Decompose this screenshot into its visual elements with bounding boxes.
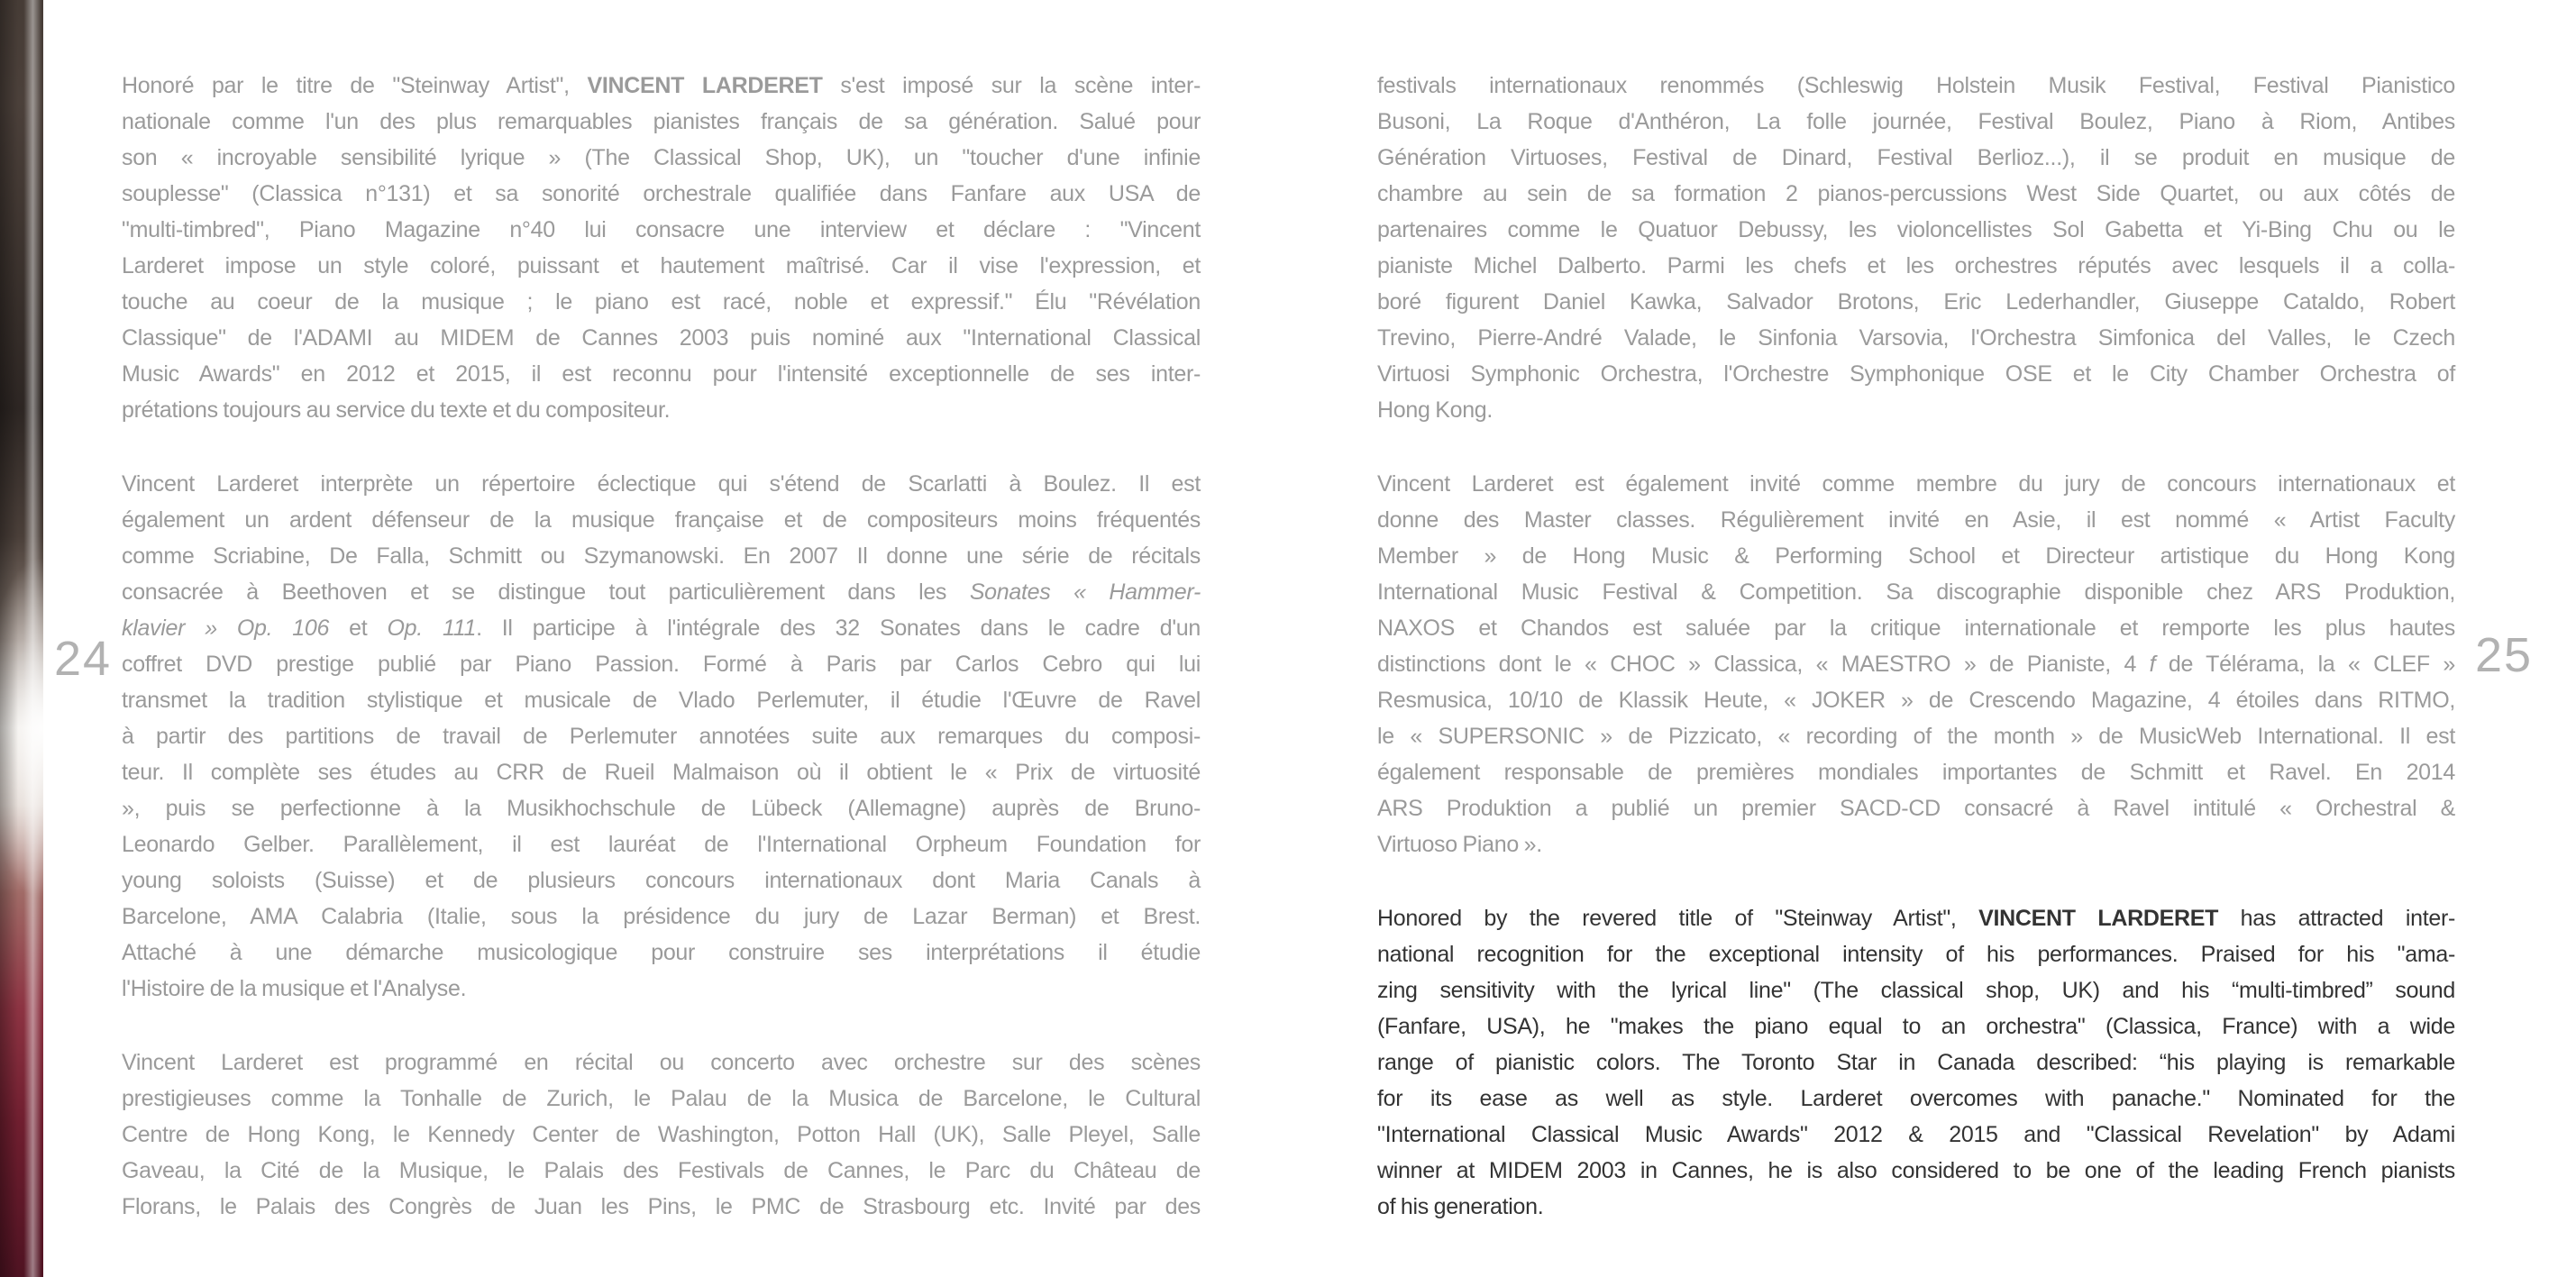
text-run: range of pianistic colors. The Toronto Star in Canada described: “his playing is remarkable [1377,1050,2455,1075]
text-run: Florans, le Palais des Congrès de Juan les Pins, le PMC de Strasbourg etc. Invité par des [122,1194,1201,1219]
text-run: nationale comme l'un des plus remarquables pianistes français de sa génération. Salué pour [122,109,1201,134]
text-line [122,104,1201,140]
text-line [1377,574,2455,610]
text-line [122,212,1201,248]
text-run: Vincent Larderet interprète un répertoire éclectique qui s'étend de Scarlatti à Boulez. Il est [122,471,1201,497]
text-run: teur. Il complète ses études au CRR de Rueil Malmaison où il obtient le « Prix de virtuosité [122,760,1201,785]
text-run: l'Histoire de la musique et l'Analyse. [122,976,467,1001]
text-run: donne des Master classes. Régulièrement invité en Asie, il est nommé « Artist Faculty [1377,507,2455,533]
text-line [122,68,1201,104]
text-run: le « SUPERSONIC » de Pizzicato, « recording of the month » de MusicWeb International. Il est [1377,724,2455,749]
text-line [122,574,1201,610]
text-run: young soloists (Suisse) et de plusieurs concours internationaux dont Maria Canals à [122,868,1201,893]
text-line [122,248,1201,284]
text-line [122,610,1201,646]
text-line [122,1044,1201,1081]
text-run: à partir des partitions de travail de Perlemuter annotées suite aux remarques du composi- [122,724,1201,749]
right-page-text-column [1377,68,2455,1225]
text-line [122,754,1201,790]
text-line [1377,466,2455,502]
text-line [1377,826,2455,862]
text-line [122,971,1201,1007]
text-run: souplesse" (Classica n°131) et sa sonorité orchestrale qualifiée dans Fanfare aux USA de [122,181,1201,206]
text-run: festivals internationaux renommés (Schleswig Holstein Musik Festival, Festival Pianistico [1377,73,2455,98]
text-run: de Télérama, la « CLEF » [2155,652,2455,677]
text-line [1377,392,2455,428]
text-line [1377,176,2455,212]
paragraph [1377,68,2455,428]
text-run: et [329,616,388,641]
text-run: "International Classical Music Awards" 2012 & 2015 and "Classical Revelation" by Adami [1377,1122,2455,1147]
text-run: coffret DVD prestige publié par Piano Passion. Formé à Paris par Carlos Cebro qui lui [122,652,1201,677]
text-line [1377,1153,2455,1189]
text-run: consacrée à Beethoven et se distingue tout particulièrement dans les [122,579,970,605]
text-run: VINCENT LARDERET [587,73,823,98]
text-line [122,1081,1201,1117]
text-run: national recognition for the exceptional intensity of his performances. Praised for his "ama- [1377,942,2455,967]
page-number-right: 25 [2475,628,2534,682]
text-run: Centre de Hong Kong, le Kennedy Center de Washington, Potton Hall (UK), Salle Pleyel, Salle [122,1122,1201,1147]
text-run: Member » de Hong Music & Performing School et Directeur artistique du Hong Kong [1377,543,2455,569]
text-run: Virtuoso Piano ». [1377,832,1542,857]
text-line [1377,754,2455,790]
text-line [1377,1189,2455,1225]
text-run: partenaires comme le Quatuor Debussy, les violoncellistes Sol Gabetta et Yi-Bing Chu ou le [1377,217,2455,242]
text-line [1377,1008,2455,1044]
text-run: également un ardent défenseur de la musique française et de compositeurs moins fréquentés [122,507,1201,533]
text-line [122,284,1201,320]
text-line [1377,646,2455,682]
text-run: klavier » Op. 106 [122,616,330,641]
text-run: Op. 111 [387,616,477,641]
text-line [122,392,1201,428]
paragraph [1377,900,2455,1225]
text-run: ARS Produktion a publié un premier SACD-CD consacré à Ravel intitulé « Orchestral & [1377,796,2455,821]
paragraph [122,1044,1201,1225]
text-run: prestigieuses comme la Tonhalle de Zurich, le Palau de la Musica de Barcelone, le Cultural [122,1086,1201,1111]
text-line [122,1117,1201,1153]
text-run: Gaveau, la Cité de la Musique, le Palais des Festivals de Cannes, le Parc du Château de [122,1158,1201,1183]
text-line [1377,610,2455,646]
text-run: Vincent Larderet est programmé en récital ou concerto avec orchestre sur des scènes [122,1050,1201,1075]
text-run: boré figurent Daniel Kawka, Salvador Brotons, Eric Lederhandler, Giuseppe Cataldo, Robert [1377,289,2455,315]
text-run: Génération Virtuoses, Festival de Dinard, Festival Berlioz...), il se produit en musique de [1377,145,2455,170]
text-line [122,862,1201,898]
text-run: zing sensitivity with the lyrical line" (The classical shop, UK) and his “multi-timbred” sound [1377,978,2455,1003]
text-line [1377,502,2455,538]
text-run: of his generation. [1377,1194,1544,1219]
text-line [122,790,1201,826]
text-line [1377,68,2455,104]
text-line [122,1153,1201,1189]
text-run: Vincent Larderet est également invité comme membre du jury de concours internationaux et [1377,471,2455,497]
text-run: pianiste Michel Dalberto. Parmi les chefs et les orchestres réputés avec lesquels il a colla- [1377,253,2455,278]
text-run: (Fanfare, USA), he "makes the piano equal to an orchestra" (Classica, France) with a wide [1377,1014,2455,1039]
text-line [1377,1044,2455,1081]
paragraph [1377,466,2455,862]
text-run: Barcelone, AMA Calabria (Italie, sous la présidence du jury de Lazar Berman) et Brest. [122,904,1201,929]
text-line [1377,538,2455,574]
text-run: has attracted inter- [2218,906,2456,931]
text-line [1377,790,2455,826]
text-run: s'est imposé sur la scène inter- [822,73,1201,98]
text-run: Virtuosi Symphonic Orchestra, l'Orchestre Symphonique OSE et le City Chamber Orchestra of [1377,361,2455,387]
text-run: touche au coeur de la musique ; le piano est racé, noble et expressif." Élu "Révélation [122,289,1201,315]
text-run: distinctions dont le « CHOC » Classica, « MAESTRO » de Pianiste, 4 [1377,652,2150,677]
text-run: for its ease as well as style. Larderet overcomes with panache." Nominated for the [1377,1086,2455,1111]
text-run: comme Scriabine, De Falla, Schmitt ou Szymanowski. En 2007 Il donne une série de récitals [122,543,1201,569]
page-number-left: 24 [54,632,113,686]
text-run: Honored by the revered title of "Steinway Artist", [1377,906,1979,931]
text-line [122,140,1201,176]
text-run: Music Awards" en 2012 et 2015, il est reconnu pour l'intensité exceptionnelle de ses inter- [122,361,1201,387]
text-line [1377,1081,2455,1117]
text-run: également responsable de premières mondiales importantes de Schmitt et Ravel. En 2014 [1377,760,2455,785]
text-run: VINCENT LARDERET [1978,906,2219,931]
text-line [122,935,1201,971]
text-line [122,718,1201,754]
text-run: Attaché à une démarche musicologique pour construire ses interprétations il étudie [122,940,1201,965]
text-run: Leonardo Gelber. Parallèlement, il est lauréat de l'International Orpheum Foundation for [122,832,1201,857]
text-line [122,826,1201,862]
text-line [122,502,1201,538]
text-line [1377,248,2455,284]
text-run: Resmusica, 10/10 de Klassik Heute, « JOKER » de Crescendo Magazine, 4 étoiles dans RITMO, [1377,688,2455,713]
text-line [122,176,1201,212]
text-line [1377,356,2455,392]
piano-photo-strip [0,0,43,1277]
text-line [1377,900,2455,936]
text-line [122,466,1201,502]
text-line [1377,284,2455,320]
text-line [122,682,1201,718]
text-run: International Music Festival & Competition. Sa discographie disponible chez ARS Produktion, [1377,579,2455,605]
text-line [1377,320,2455,356]
text-line [122,356,1201,392]
text-line [1377,718,2455,754]
text-run: », puis se perfectionne à la Musikhochschule de Lübeck (Allemagne) auprès de Bruno- [122,796,1201,821]
text-run: Honoré par le titre de "Steinway Artist", [122,73,588,98]
text-run: Busoni, La Roque d'Anthéron, La folle journée, Festival Boulez, Piano à Riom, Antibes [1377,109,2455,134]
text-line [122,320,1201,356]
text-run: "multi-timbred", Piano Magazine n°40 lui consacre une interview et déclare : "Vincent [122,217,1201,242]
text-line [1377,682,2455,718]
text-run: chambre au sein de sa formation 2 pianos-percussions West Side Quartet, ou aux côtés de [1377,181,2455,206]
text-run: prétations toujours au service du texte et du compositeur. [122,397,671,423]
text-line [1377,936,2455,972]
text-run: f [2149,652,2156,677]
paragraph [122,466,1201,1007]
text-run: Larderet impose un style coloré, puissant et hautement maîtrisé. Car il vise l'expression, et [122,253,1201,278]
text-line [122,1189,1201,1225]
text-line [1377,212,2455,248]
paragraph [122,68,1201,428]
text-run: . Il participe à l'intégrale des 32 Sonates dans le cadre d'un [476,616,1201,641]
text-run: transmet la tradition stylistique et musicale de Vlado Perlemuter, il étudie l'Œuvre de Ravel [122,688,1201,713]
text-run: Sonates « Hammer- [969,579,1201,605]
text-line [1377,1117,2455,1153]
text-run: Trevino, Pierre-André Valade, le Sinfonia Varsovia, l'Orchestra Simfonica del Valles, le Czech [1377,325,2455,351]
text-run: Hong Kong. [1377,397,1494,423]
text-run: son « incroyable sensibilité lyrique » (The Classical Shop, UK), un "toucher d'une infinie [122,145,1201,170]
text-run: winner at MIDEM 2003 in Cannes, he is also considered to be one of the leading French pianists [1377,1158,2455,1183]
text-line [122,646,1201,682]
text-line [1377,972,2455,1008]
text-line [122,538,1201,574]
text-line [122,898,1201,935]
text-line [1377,104,2455,140]
text-run: NAXOS et Chandos est saluée par la critique internationale et remporte les plus hautes [1377,616,2455,641]
text-line [1377,140,2455,176]
text-run: Classique" de l'ADAMI au MIDEM de Cannes 2003 puis nominé aux "International Classical [122,325,1201,351]
left-page-text-column [122,68,1201,1225]
